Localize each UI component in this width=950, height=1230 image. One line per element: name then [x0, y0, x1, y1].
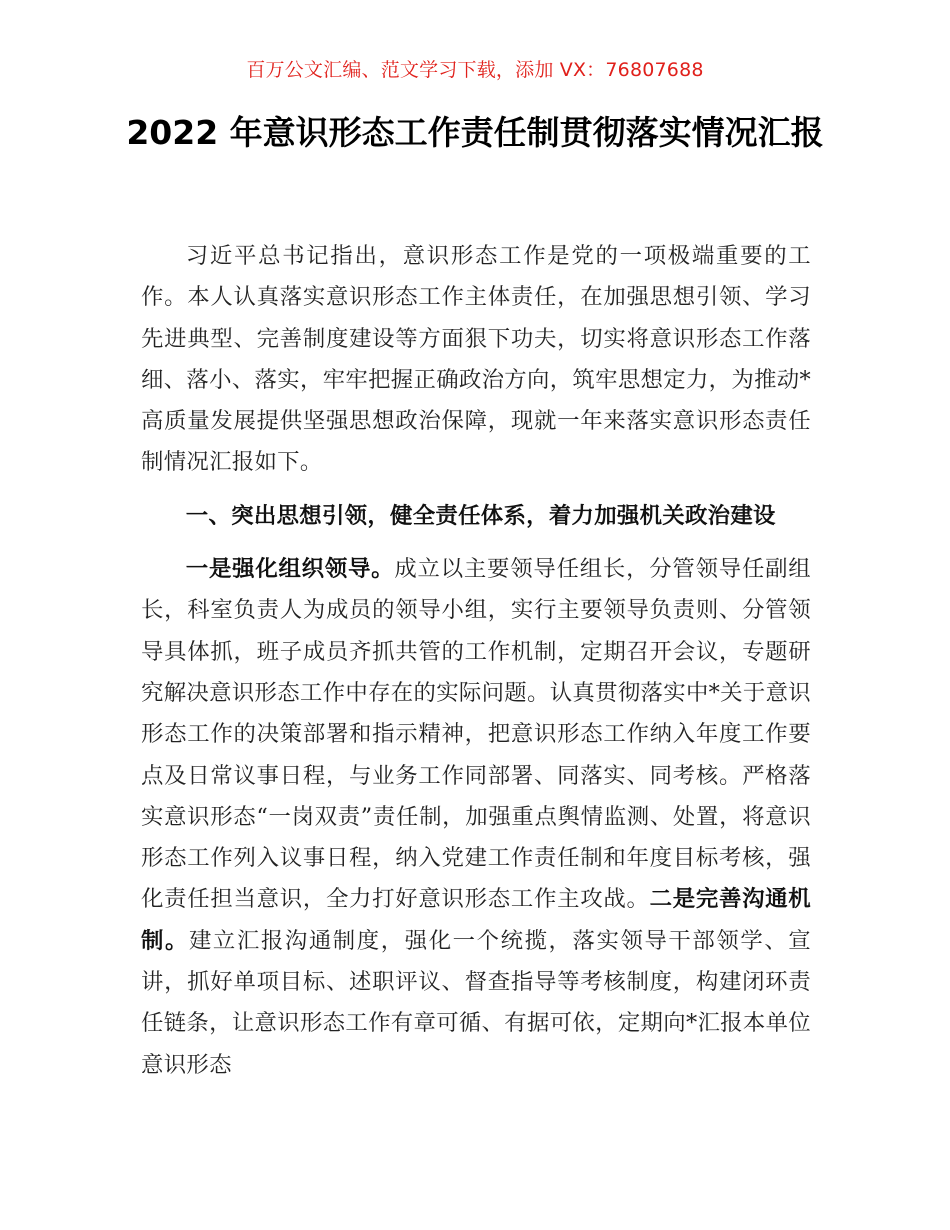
item2-text: 建立汇报沟通制度，强化一个统揽，落实领导干部领学、宣讲，抓好单项目标、述职评议、督查指导等考核制度，构建闭环责任链条，让意识形态工作有章可循、有据可依，定期向*汇报本单位意识形态 — [141, 927, 811, 1078]
item1-lead: 一是强化组织领导。 — [185, 556, 395, 583]
document-body — [141, 236, 811, 1086]
item2-lead: 二是完善沟通机制。 — [141, 886, 811, 954]
header-watermark-note: 百万公文汇编、范文学习下载，添加 VX：76807688 — [246, 59, 704, 81]
section-heading-1: 一、突出思想引领，健全责任体系，着力加强机关政治建设 — [185, 502, 776, 529]
document-title: 2022 年意识形态工作责任制贯彻落实情况汇报 — [126, 113, 824, 152]
item-paragraph-1 — [141, 549, 811, 1086]
item1-text: 成立以主要领导任组长，分管领导任副组长，科室负责人为成员的领导小组，实行主要领导负责则、分管领导具体抓，班子成员齐抓共管的工作机制，定期召开会议，专题研究解决意识形态工作中存在的实际问题。认真贯彻落实中*关于意识形态工作的决策部署和指示精神，把意识形态工作纳入年度工作要点及日常议事日程，与业务工作同部署、同落实、同考核。严格落实意识形态“一岗双责”责任制，加强重点舆情监测、处置，将意识形态工作列入议事日程，纳入党建工作责任制和年度目标考核，强化责任担当意识，全力打好意识形态工作主攻战。 — [141, 556, 811, 913]
intro-paragraph: 习近平总书记指出，意识形态工作是党的一项极端重要的工作。本人认真落实意识形态工作主体责任，在加强思想引领、学习先进典型、完善制度建设等方面狠下功夫，切实将意识形态工作落细、落小、落实，牢牢把握正确政治方向，筑牢思想定力，为推动*高质量发展提供坚强思想政治保障，现就一年来落实意识形态责任制情况汇报如下。 — [141, 243, 811, 476]
